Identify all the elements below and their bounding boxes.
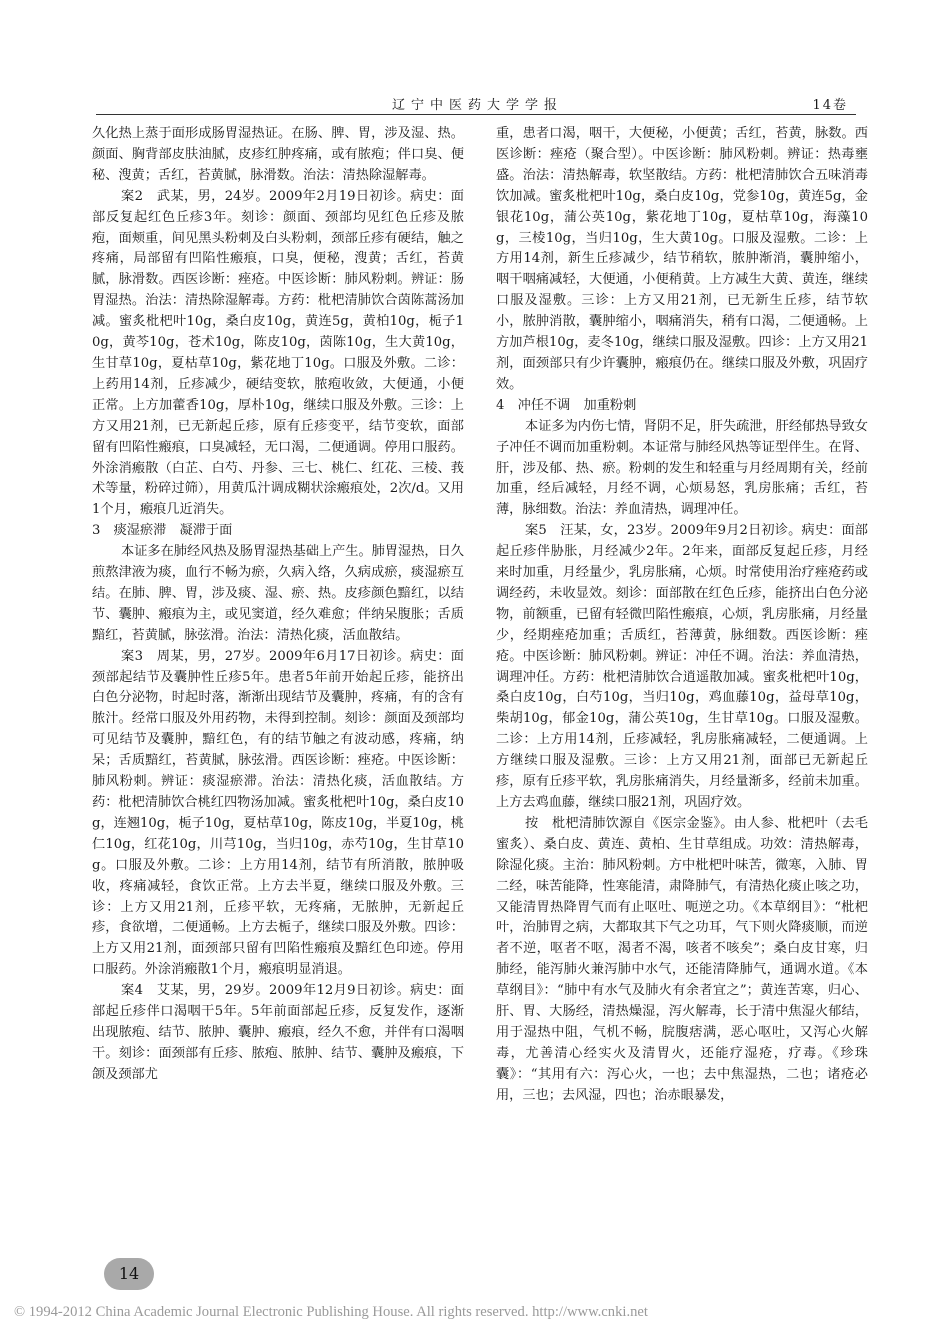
paragraph: 本证多为内伤七情，肾阴不足，肝失疏泄，肝经郁热导致女子冲任不调而加重粉刺。本证常与肺经风热等证型伴生。在肾、肝，涉及郁、热、瘀。粉刺的发生和轻重与月经周期有关，经前加重，经后减轻，月经不调，心烦易怒，乳房胀痛；舌红，苔薄，脉细数。治法：养血清热，调理冲任。 xyxy=(496,418,868,518)
paragraph: 本证多在肺经风热及肠胃湿热基础上产生。肺胃湿热，日久煎熬津液为痰，血行不畅为瘀，久病入络，久病成瘀，痰湿瘀互结。在肺、脾、胃，涉及痰、湿、瘀、热。皮疹颜色黯红，以结节、囊肿、瘢痕为主，或见窦道，经久难愈；伴纳呆腹胀；舌质黯红，苔黄腻，脉弦滑。治法：清热化痰，活血散结。 xyxy=(92,544,464,643)
section-heading: 3 痰湿瘀滞 凝滞于面 xyxy=(92,523,233,539)
journal-name: 辽宁中医药大学学报 xyxy=(392,98,564,113)
right-column xyxy=(496,124,868,1107)
section-heading: 4 冲任不调 加重粉刺 xyxy=(496,397,637,413)
paragraph: 重，患者口渴，咽干，大便秘，小便黄；舌红，苔黄，脉数。西医诊断：痤疮（聚合型）。中医诊断：肺风粉刺。辨证：热毒壅盛。治法：清热解毒，软坚散结。方药：枇杷清肺饮合五味消毒饮加减。蜜炙枇杷叶10g，桑白皮10g，党参10g，黄连5g，金银花10g，蒲公英10g，紫花地丁10g，夏枯草10g，海藻10g，三棱10g，当归10g，生大黄10g。口服及湿敷。二诊：上方用14剂，新生丘疹减少，结节稍软，脓肿渐消，囊肿缩小，咽干咽痛减轻，大便通，小便稍黄。上方减生大黄、黄连，继续口服及湿敷。三诊：上方又用21剂，已无新生丘疹，结节软小，脓肿消散，囊肿缩小，咽痛消失，稍有口渴，二便通畅。上方加芦根10g，麦冬10g，继续口服及湿敷。四诊：上方又用21剂，面颈部只有少许囊肿，瘢痕仍在。继续口服及外敷，巩固疗效。 xyxy=(496,126,868,392)
paragraph: 案5 汪某，女，23岁。2009年9月2日初诊。病史：面部起丘疹伴胁胀，月经减少2年。2年来，面部反复起丘疹，月经来时加重，月经量少，乳房胀痛，心烦。时常使用治疗痤疮药或调经药，未收显效。刻诊：面部散在红色丘疹，能挤出白色分泌物，前额重，已留有轻微凹陷性瘢痕，心烦，乳房胀痛，月经量少，经期痤疮加重；舌质红，苔薄黄，脉细数。西医诊断：痤疮。中医诊断：肺风粉刺。辨证：冲任不调。治法：养血清热，调理冲任。方药：枇杷清肺饮合逍遥散加减。蜜炙枇杷叶10g，桑白皮10g，白芍10g，当归10g，鸡血藤10g，益母草10g，柴胡10g，郁金10g，蒲公英10g，生甘草10g。口服及湿敷。二诊：上方用14剂，丘疹减轻，乳房胀痛减轻，二便通调。上方继续口服及湿敷。三诊：上方又用21剂，面部已无新起丘疹，原有丘疹平软，乳房胀痛消失，月经量渐多，经前未加重。上方去鸡血藤，继续口服21剂，巩固疗效。 xyxy=(496,523,868,810)
left-column xyxy=(92,124,464,1086)
paragraph: 按 枇杷清肺饮源自《医宗金鉴》。由人参、枇杷叶（去毛蜜炙）、桑白皮、黄连、黄柏、生甘草组成。功效：清热解毒，除湿化痰。主治：肺风粉刺。方中枇杷叶味苦，微寒，入肺、胃二经，味苦能降，性寒能清，肃降肺气，有清热化痰止咳之功，又能清胃热降胃气而有止呕吐、呃逆之功。《本草纲目》：“枇杷叶，治肺胃之病，大都取其下气之功耳，气下则火降痰顺，而逆者不逆，呕者不呕，渴者不渴，咳者不咳矣”；桑白皮甘寒，归肺经，能泻肺火兼泻肺中水气，还能清降肺气，通调水道。《本草纲目》：“肺中有水气及肺火有余者宜之”；黄连苦寒，归心、肝、胃、大肠经，清热燥湿，泻火解毒，长于清中焦湿火郁结，用于湿热中阻，气机不畅，脘腹痞满，恶心呕吐，又泻心火解毒，尤善清心经实火及清胃火，还能疗湿疮，疗毒。《珍珠囊》：“其用有六：泻心火，一也；去中焦湿热，二也；诸疮必用，三也；去风湿，四也；治赤眼暴发， xyxy=(496,815,868,1103)
paragraph: 案3 周某，男，27岁。2009年6月17日初诊。病史：面颈部起结节及囊肿性丘疹5年。患者5年前开始起丘疹，能挤出白色分泌物，时起时落，渐渐出现结节及囊肿，疼痛，有的含有脓汁。经常口服及外用药物，未得到控制。刻诊：颜面及颈部均可见结节及囊肿，黯红色，有的结节触之有波动感，疼痛，纳呆；舌质黯红，苔黄腻，脉弦滑。西医诊断：痤疮。中医诊断：肺风粉刺。辨证：痰湿瘀滞。治法：清热化痰，活血散结。方药：枇杷清肺饮合桃红四物汤加减。蜜炙枇杷叶10g，桑白皮10g，连翘10g，栀子10g，夏枯草10g，陈皮10g，半夏10g，桃仁10g，红花10g，川芎10g，当归10g，赤芍10g，生甘草10g。口服及外敷。二诊：上方用14剂，结节有所消散，脓肿吸收，疼痛减轻，食饮正常。上方去半夏，继续口服及外敷。三诊：上方又用21剂，丘疹平软，无疼痛，无脓肿，无新起丘疹，食欲增，二便通畅。上方去栀子，继续口服及外敷。四诊：上方又用21剂，面颈部只留有凹陷性瘢痕及黯红色印迹。停用口服药。外涂消瘢散1个月，瘢痕明显消退。 xyxy=(92,648,464,978)
copyright-footer: © 1994-2012 China Academic Journal Electronic Publishing House. All rights reserved. http://www.cnki.net xyxy=(14,1304,648,1320)
paragraph: 久化热上蒸于面形成肠胃湿热证。在肠、脾、胃，涉及湿、热。颜面、胸背部皮肤油腻，皮疹红肿疼痛，或有脓疱；伴口臭、便秘、溲黄；舌红，苔黄腻，脉滑数。治法：清热除湿解毒。 xyxy=(92,126,464,183)
running-header xyxy=(96,92,856,115)
paragraph: 案4 艾某，男，29岁。2009年12月9日初诊。病史：面部起丘疹伴口渴咽干5年。5年前面部起丘疹，反复发作，逐渐出现脓疱、结节、脓肿、囊肿、瘢痕，经久不愈，并伴有口渴咽干。刻诊：面颈部有丘疹、脓疱、脓肿、结节、囊肿及瘢痕，下颌及颈部尤 xyxy=(92,983,464,1082)
paragraph: 案2 武某，男，24岁。2009年2月19日初诊。病史：面部反复起红色丘疹3年。刻诊：颜面、颈部均见红色丘疹及脓疱，面颊重，间见黑头粉刺及白头粉刺，颈部丘疹有硬结，触之疼痛，局部留有凹陷性瘢痕，口臭，便秘，溲黄；舌红，苔黄腻，脉滑数。西医诊断：痤疮。中医诊断：肺风粉刺。辨证：肠胃湿热。治法：清热除湿解毒。方药：枇杷清肺饮合茵陈蒿汤加减。蜜炙枇杷叶10g，桑白皮10g，黄连5g，黄柏10g，栀子10g，黄芩10g，苍术10g，陈皮10g，茵陈10g，生大黄10g，生甘草10g，夏枯草10g，紫花地丁10g。口服及外敷。二诊：上药用14剂，丘疹减少，硬结变软，脓疱收敛，大便通，小便正常。上方加藿香10g，厚朴10g，继续口服及外敷。三诊：上方又用21剂，已无新起丘疹，原有丘疹变平，结节变软，面部留有凹陷性瘢痕，口臭减轻，无口渴，二便通调。停用口服药。外涂消瘢散（白芷、白芍、丹参、三七、桃仁、红花、三棱、莪术等量，粉碎过筛），用黄瓜汁调成糊状涂瘢痕处，2次/d。又用1个月，瘢痕几近消失。 xyxy=(92,188,464,518)
page-number-badge: 14 xyxy=(104,1258,154,1290)
volume-label: 14卷 xyxy=(812,98,848,113)
